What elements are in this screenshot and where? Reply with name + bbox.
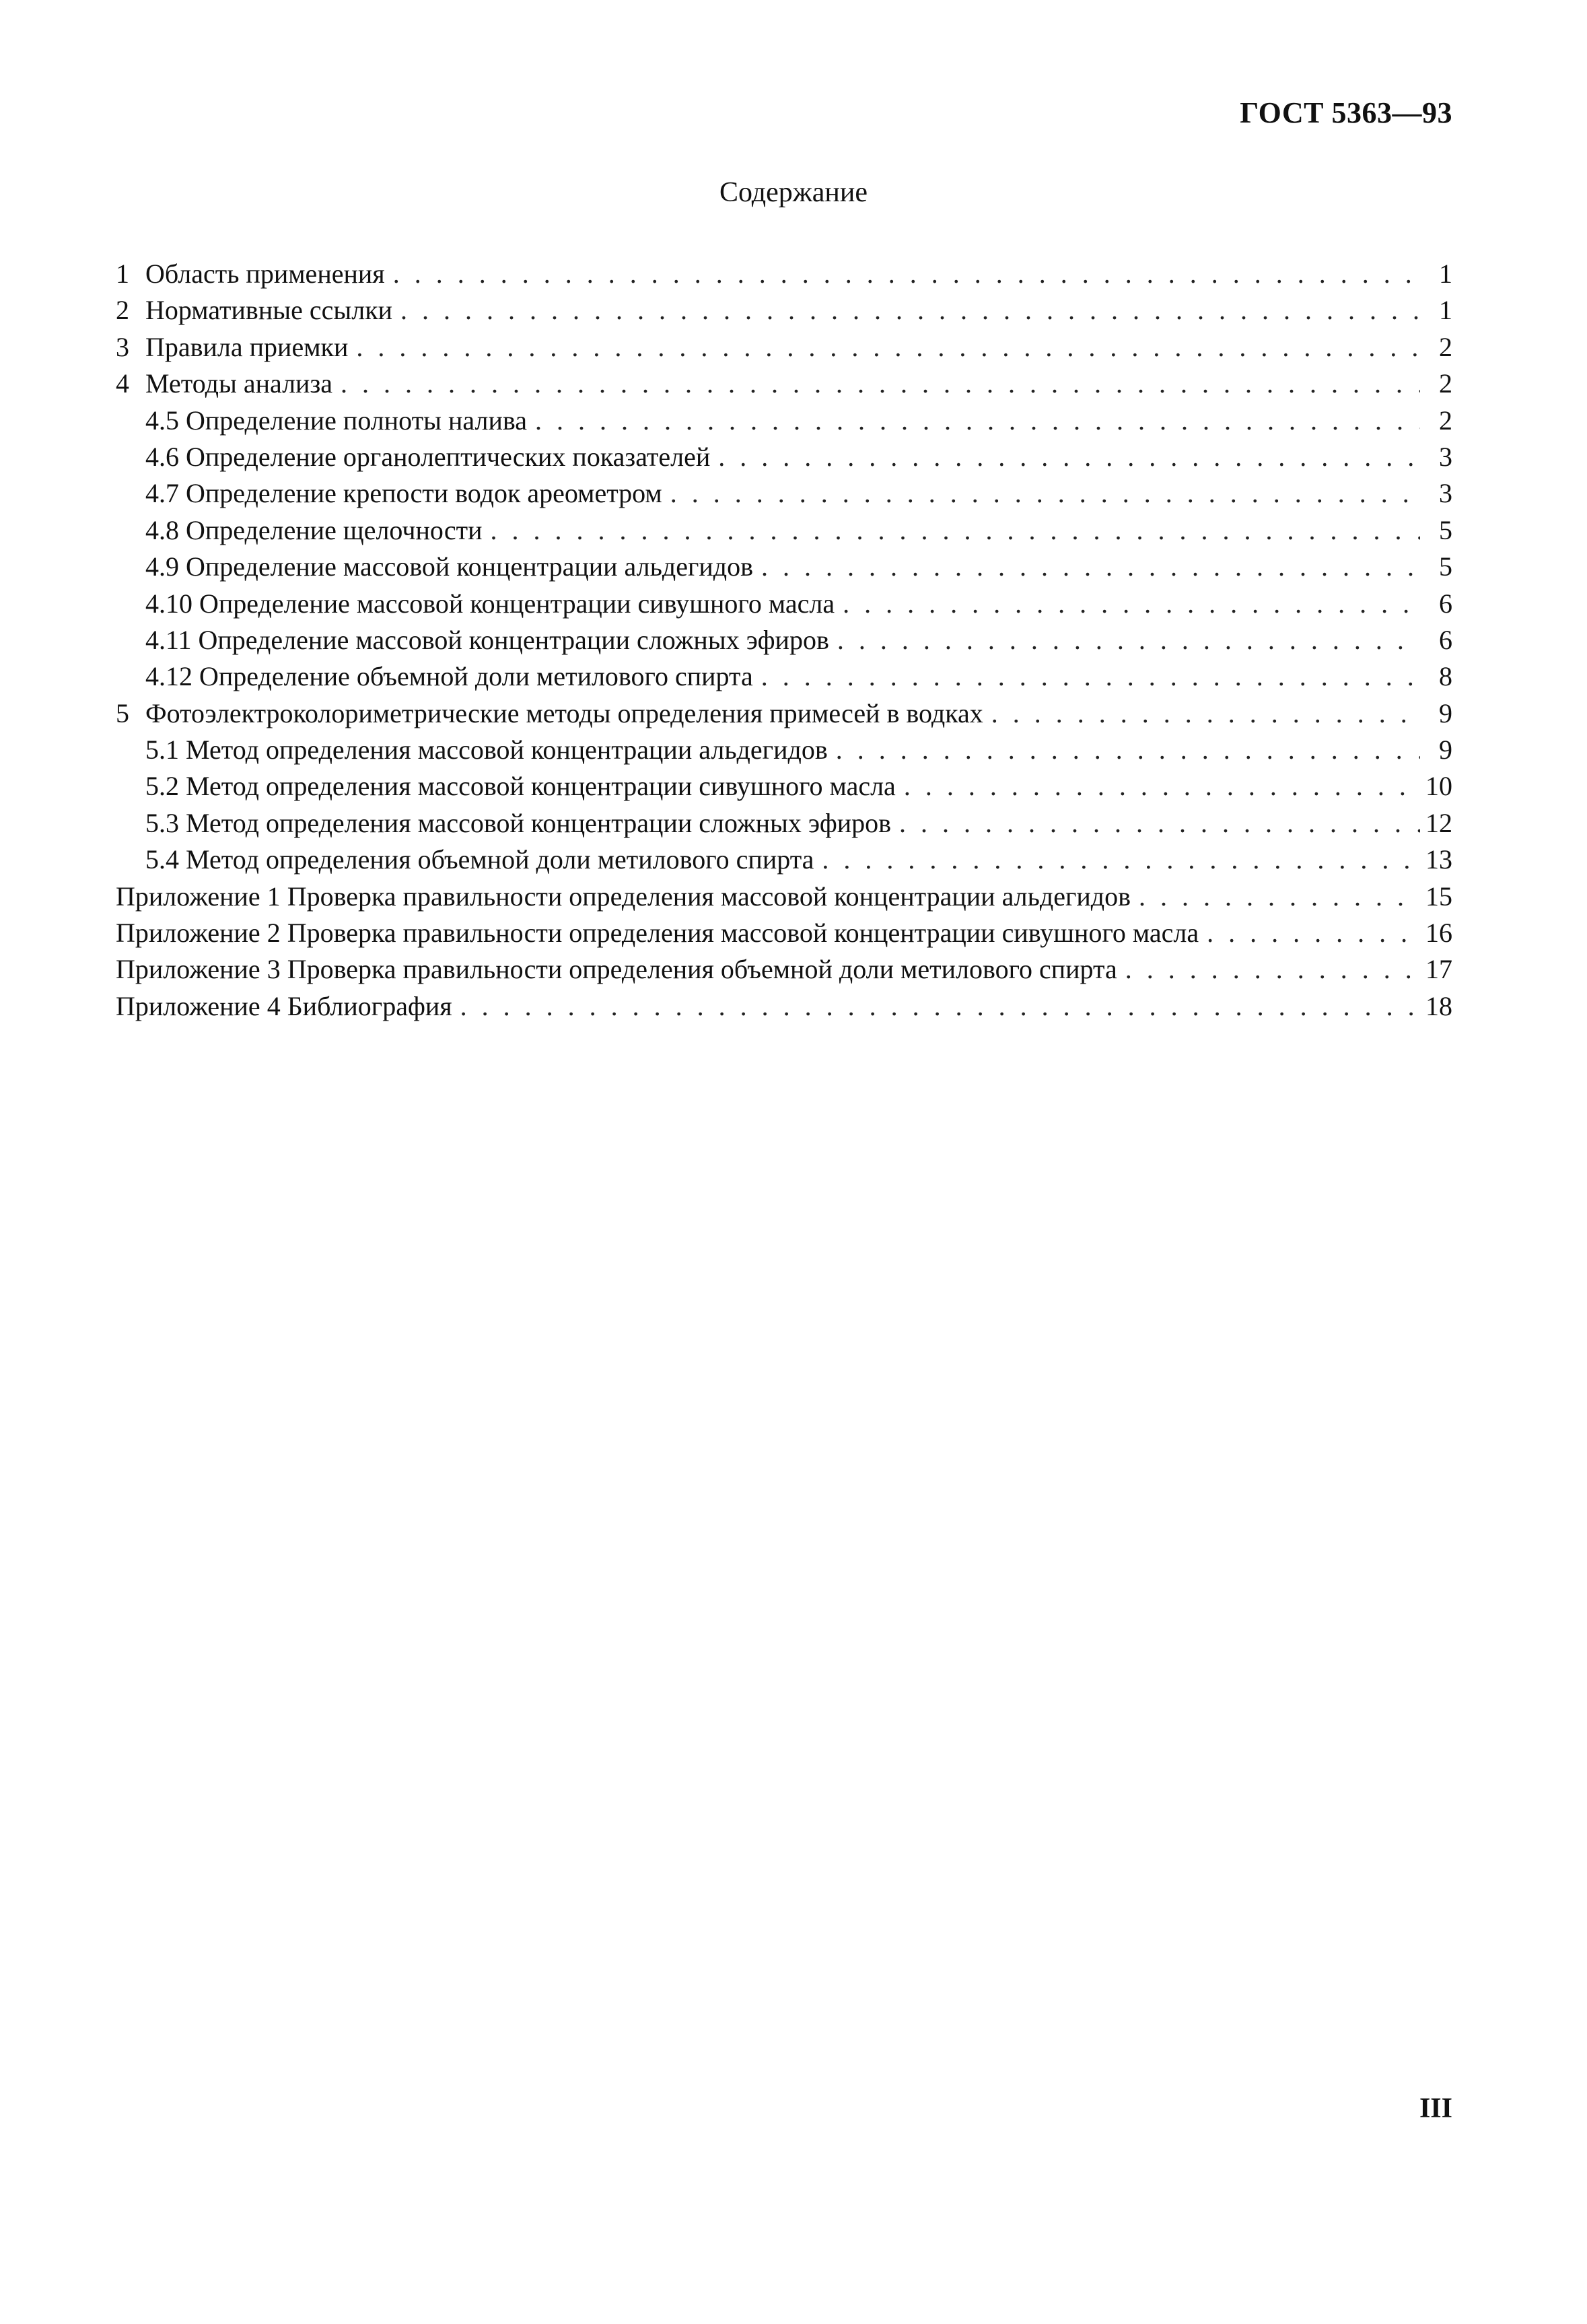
toc-entry <box>116 292 1452 329</box>
toc-dot-leader <box>1139 879 1420 915</box>
toc-entry-title: Нормативные ссылки <box>145 295 393 326</box>
toc-entry <box>116 475 1452 512</box>
toc-entry <box>116 842 1452 878</box>
toc-dot-leader <box>341 366 1420 402</box>
toc-entry-title: 4.11 Определение массовой концентрации сложных эфиров <box>145 624 829 655</box>
toc-entry-title: Приложение 4 Библиография <box>116 990 452 1021</box>
toc-entry-number: 5 <box>116 697 129 728</box>
toc-dot-leader <box>356 329 1420 366</box>
toc-entry-page: 10 <box>1425 771 1452 802</box>
toc-dot-leader <box>460 988 1420 1025</box>
toc-entry-number: 2 <box>116 295 129 326</box>
toc-entry-page: 12 <box>1425 807 1452 838</box>
toc-entry-number: 4 <box>116 368 129 399</box>
toc-entry-title: 4.12 Определение объемной доли метилового спирта <box>145 661 753 692</box>
toc-dot-leader <box>670 475 1420 512</box>
toc-entry-number: 1 <box>116 259 129 289</box>
toc-entry <box>116 622 1452 658</box>
toc-entry-page: 18 <box>1425 990 1452 1021</box>
toc-entry-page: 2 <box>1439 405 1452 436</box>
toc-dot-leader <box>491 512 1420 549</box>
toc-dot-leader <box>822 842 1420 878</box>
toc-entry-title: 4.5 Определение полноты налива <box>145 405 527 436</box>
toc-entry-number: 3 <box>116 331 129 362</box>
toc-entry-title: Методы анализа <box>145 368 333 399</box>
toc-entry <box>116 951 1452 988</box>
toc-dot-leader <box>400 292 1420 329</box>
toc-dot-leader <box>393 256 1420 292</box>
toc-entry-page: 9 <box>1439 734 1452 765</box>
toc-entry-title: 4.6 Определение органолептических показателей <box>145 441 711 472</box>
toc-dot-leader <box>843 586 1420 622</box>
toc-entry-page: 1 <box>1439 295 1452 326</box>
toc-entry-page: 3 <box>1439 478 1452 509</box>
toc-dot-leader <box>836 732 1420 768</box>
toc-entry <box>116 512 1452 549</box>
toc-entry-title: 5.2 Метод определения массовой концентрации сивушного масла <box>145 771 896 802</box>
toc-entry-title: Фотоэлектроколориметрические методы определения примесей в водках <box>145 697 983 728</box>
toc-entry-page: 8 <box>1439 661 1452 692</box>
toc-entry-title: Область применения <box>145 259 385 289</box>
toc-entry <box>116 549 1452 585</box>
toc-entry-page: 6 <box>1439 588 1452 619</box>
toc-entry <box>116 586 1452 622</box>
document-code: ГОСТ 5363—93 <box>1240 96 1452 129</box>
toc-entry-page: 6 <box>1439 624 1452 655</box>
page-number: III <box>1419 2093 1452 2124</box>
toc-entry-page: 15 <box>1425 881 1452 912</box>
toc-entry <box>116 879 1452 915</box>
toc-entry-title: Приложение 1 Проверка правильности определения массовой концентрации альдегидов <box>116 881 1131 912</box>
toc-dot-leader <box>991 695 1420 732</box>
toc-entry <box>116 403 1452 439</box>
toc-entry-title: 4.10 Определение массовой концентрации сивушного масла <box>145 588 835 619</box>
toc-entry-page: 3 <box>1439 441 1452 472</box>
toc-entry-title: 4.8 Определение щелочности <box>145 514 483 545</box>
toc-entry <box>116 768 1452 805</box>
toc-dot-leader <box>535 403 1420 439</box>
toc-entry-page: 16 <box>1425 918 1452 949</box>
toc-entry <box>116 695 1452 732</box>
toc-entry-title: 5.3 Метод определения массовой концентрации сложных эфиров <box>145 807 892 838</box>
toc-entry-page: 2 <box>1439 331 1452 362</box>
toc-entry <box>116 329 1452 366</box>
toc-entry <box>116 366 1452 402</box>
toc-entry-title: Правила приемки <box>145 331 349 362</box>
toc-entry <box>116 256 1452 292</box>
toc-dot-leader <box>1125 951 1420 988</box>
toc-entry-page: 1 <box>1439 259 1452 289</box>
toc-entry <box>116 988 1452 1025</box>
toc-dot-leader <box>904 768 1420 805</box>
toc-entry-page: 5 <box>1439 514 1452 545</box>
toc-entry-title: Приложение 3 Проверка правильности определения объемной доли метилового спирта <box>116 954 1117 985</box>
toc-entry-title: 4.7 Определение крепости водок ареометром <box>145 478 662 509</box>
toc-entry-page: 2 <box>1439 368 1452 399</box>
toc-dot-leader <box>718 439 1420 475</box>
toc-entry <box>116 658 1452 695</box>
toc-title: Содержание <box>719 177 868 208</box>
toc-entry-page: 17 <box>1425 954 1452 985</box>
toc-dot-leader <box>1207 915 1420 951</box>
toc-entry-page: 9 <box>1439 697 1452 728</box>
toc-entry <box>116 732 1452 768</box>
table-of-contents <box>116 256 1452 1025</box>
toc-entry-page: 13 <box>1425 844 1452 875</box>
toc-dot-leader <box>837 622 1420 658</box>
toc-entry-page: 5 <box>1439 551 1452 582</box>
toc-dot-leader <box>761 549 1420 585</box>
toc-entry-title: 4.9 Определение массовой концентрации альдегидов <box>145 551 754 582</box>
toc-entry <box>116 439 1452 475</box>
toc-entry-title: 5.1 Метод определения массовой концентрации альдегидов <box>145 734 828 765</box>
toc-entry <box>116 915 1452 951</box>
toc-entry-title: Приложение 2 Проверка правильности определения массовой концентрации сивушного масла <box>116 918 1199 949</box>
toc-entry <box>116 805 1452 842</box>
toc-entry-title: 5.4 Метод определения объемной доли метилового спирта <box>145 844 814 875</box>
toc-dot-leader <box>899 805 1420 842</box>
toc-dot-leader <box>761 658 1420 695</box>
